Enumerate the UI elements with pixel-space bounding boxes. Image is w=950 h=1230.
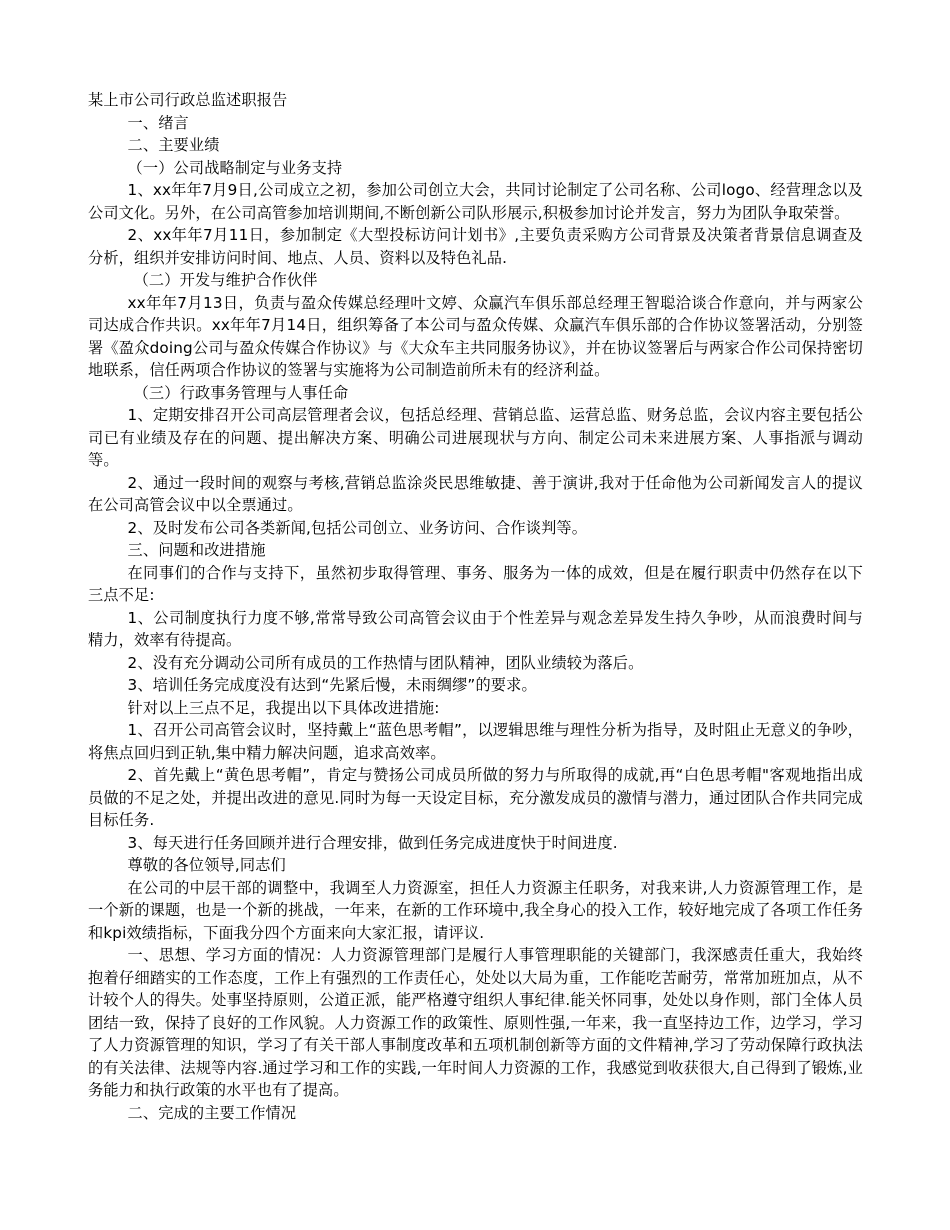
paragraph: 2、首先戴上“黄色思考帽”，肯定与赞扬公司成员所做的努力与所取得的成就,再“白色思考帽"客观地指出成员做的不足之处，并提出改进的意见.同时为每一天设定目标，充分激发成员的激情与潜力，通过团队合作共同完成目标任务. — [88, 766, 863, 829]
paragraph: 1、定期安排召开公司高层管理者会议，包括总经理、营销总监、运营总监、财务总监，会议内容主要包括公司已有业绩及存在的问题、提出解决方案、明确公司进展现状与方向、制定公司未来进展方案、人事指派与调动等。 — [88, 406, 863, 469]
paragraph: 1、召开公司高管会议时，坚持戴上“蓝色思考帽”，以逻辑思维与理性分析为指导，及时阻止无意义的争吵，将焦点回归到正轨,集中精力解决问题，追求高效率。 — [88, 721, 863, 762]
paragraph: 3、培训任务完成度没有达到“先紧后慢，未雨绸缪”的要求。 — [127, 676, 537, 694]
paragraph: 2、通过一段时间的观察与考核,营销总监涂炎民思维敏捷、善于演讲,我对于任命他为公司新闻发言人的提议在公司高管会议中以全票通过。 — [88, 473, 863, 514]
paragraph: 针对以上三点不足，我提出以下具体改进措施: — [127, 698, 440, 717]
section-heading: 一、绪言 — [127, 113, 189, 132]
section-heading: 三、问题和改进措施 — [127, 541, 266, 559]
paragraph: 在同事们的合作与支持下，虽然初步取得管理、事务、服务为一体的成效，但是在履行职责中仍然存在以下三点不足: — [88, 563, 863, 604]
paragraph: 3、每天进行任务回顾并进行合理安排，做到任务完成进度快于时间进度. — [127, 833, 618, 852]
paragraph: 一、思想、学习方面的情况：人力资源管理部门是履行人事管理职能的关键部门，我深感责任重大，我始终抱着仔细踏实的工作态度，工作上有强烈的工作责任心，处处以大局为重，工作能吃苦耐劳，常常加班加点，从不计较个人的得失。处事坚持原则，公道正派，能严格遵守组织人事纪律.能关怀同事，处处以身作则，部门全体人员团结一致，保持了良好的工作风貌。人力资源工作的政策性、原则性强,一年来，我一直坚持边工作，边学习，学习了人力资源管理的知识，学习了有关干部人事制度改革和五项机制创新等方面的文件精神,学习了劳动保障行政执法的有关法律、法规等内容.通过学习和工作的实践,一年时间人力资源的工作，我感觉到收获很大,自己得到了锻炼,业务能力和执行政策的水平也有了提高。 — [88, 946, 863, 1099]
subsection-heading: （一）公司战略制定与业务支持 — [127, 158, 343, 177]
document-body — [88, 89, 863, 1124]
paragraph: 2、及时发布公司各类新闻,包括公司创立、业务访问、合作谈判等。 — [127, 518, 588, 537]
paragraph: xx年年7月13日，负责与盈众传媒总经理叶文婷、众赢汽车俱乐部总经理王智聪洽谈合作意向，并与两家公司达成合作共识。xx年年7月14日，组织筹备了本公司与盈众传媒、众赢汽车俱乐部的合作协议签署活动，分别签署《盈众doing公司与盈众传媒合作协议》与《大众车主共同服务协议》，并在协议签署后与两家合作公司保持密切地联系，信任两项合作协议的签署与实施将为公司制造前所未有的经济利益。 — [88, 293, 863, 379]
subsection-heading: （二）开发与维护合作伙伴 — [133, 271, 318, 289]
section-heading: 二、完成的主要工作情况 — [127, 1103, 297, 1122]
paragraph: 在公司的中层干部的调整中，我调至人力资源室，担任人力资源主任职务，对我来讲,人力资源管理工作，是一个新的课题，也是一个新的挑战，一年来，在新的工作环境中,我全身心的投入工作，较好地完成了各项工作任务和kpi效绩指标，下面我分四个方面来向大家汇报，请评议. — [88, 878, 863, 942]
paragraph: 1、公司制度执行力度不够,常常导致公司高管会议由于个性差异与观念差异发生持久争吵，从而浪费时间与精力，效率有待提高。 — [88, 608, 863, 649]
paragraph: 2、没有充分调动公司所有成员的工作热情与团队精神，团队业绩较为落后。 — [127, 653, 644, 672]
paragraph: 2、xx年年7月11日，参加制定《大型投标访问计划书》,主要负责采购方公司背景及决策者背景信息调查及分析，组织并安排访问时间、地点、人员、资料以及特色礼品. — [88, 226, 863, 267]
salutation: 尊敬的各位领导,同志们 — [127, 856, 286, 874]
paragraph: 1、xx年年7月9日,公司成立之初，参加公司创立大会，共同讨论制定了公司名称、公司logo、经营理念以及公司文化。另外，在公司高管参加培训期间,不断创新公司队形展示,积极参加讨论并发言，努力为团队争取荣誉。 — [88, 181, 863, 222]
section-heading: 二、主要业绩 — [127, 136, 220, 154]
document-title: 某上市公司行政总监述职报告 — [88, 91, 288, 109]
subsection-heading: （三）行政事务管理与人事任命 — [133, 383, 349, 402]
